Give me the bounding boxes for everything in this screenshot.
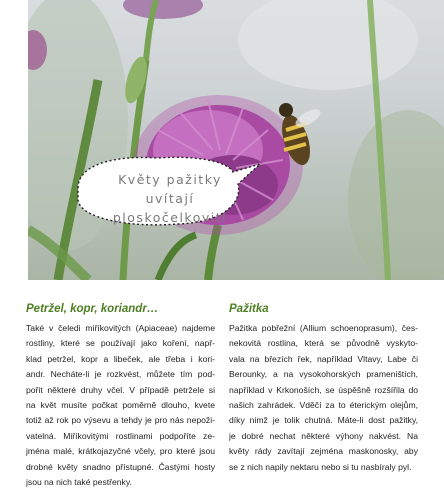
body-line: jsou na nich také pestřenky. bbox=[26, 477, 132, 488]
body-line: klad petržel, kopr a libeček, ale třeba i kori- bbox=[26, 353, 215, 364]
body-line: Také v čeledi miříkovitých (Apiaceae) najdeme bbox=[26, 323, 215, 333]
body-line: například v Krkonoších, se úspěšně rozšířila do bbox=[229, 384, 418, 395]
body-line: květy rády zavítají zejména maskonosky, aby bbox=[229, 446, 418, 457]
photo-caption bbox=[100, 170, 240, 227]
body-line: vala na březích řek, například Vltavy, Labe či bbox=[229, 353, 418, 364]
section-body bbox=[229, 321, 418, 475]
body-line: díky nimž je tolik chutná. Máte-li dost pažitky, bbox=[229, 415, 418, 426]
section-heading: Petržel, kopr, koriandr… bbox=[26, 303, 159, 315]
caption-line: Květy pažitky bbox=[118, 172, 222, 187]
body-line: našich zahrádek. Vděčí za to éterickým olejům, bbox=[229, 400, 418, 411]
body-line: totiž až rok po výsevu a tehdy je pro nás nepoži- bbox=[26, 415, 215, 426]
body-line: Pažitka pobřežní (Allium schoenoprasum), čes- bbox=[229, 323, 418, 333]
article-column-right bbox=[229, 303, 418, 475]
body-line: jména malé, krátkojazyčné včely, pro které jsou bbox=[26, 446, 215, 457]
body-line: je dobré nechat některé výhony nakvést. Na bbox=[229, 430, 418, 441]
body-line: Berounky, a na vysokohorských prameništích, bbox=[229, 369, 418, 380]
section-body bbox=[26, 321, 215, 490]
caption-line: ploskočelkovití bbox=[112, 210, 228, 225]
body-line: pořit některé druhy včel. V případě petržele si bbox=[26, 384, 215, 395]
article-column-left bbox=[26, 303, 215, 490]
body-line: drobné květy snadno přístupné. Častými hosty bbox=[26, 461, 215, 472]
body-line: vatelná. Miříkovitými rostlinami podpoříte ze- bbox=[26, 430, 215, 441]
body-line: se z nich napily nektaru nebo si tu nasbíraly pyl. bbox=[229, 461, 412, 472]
caption-line: uvítají bbox=[145, 191, 195, 206]
body-line: andr. Necháte-li je rozkvést, můžete tím pod- bbox=[26, 369, 215, 380]
body-line: rostliny, které se používají jako koření, např- bbox=[26, 338, 215, 349]
section-heading: Pažitka bbox=[229, 303, 269, 315]
chive-flower-photo bbox=[28, 0, 444, 280]
body-line: nekovitá rostlina, která se původně vyskyto- bbox=[229, 338, 418, 349]
photo-illustration bbox=[28, 0, 444, 280]
body-line: na květ musíte počkat poměrně dlouho, kvete bbox=[26, 400, 215, 411]
